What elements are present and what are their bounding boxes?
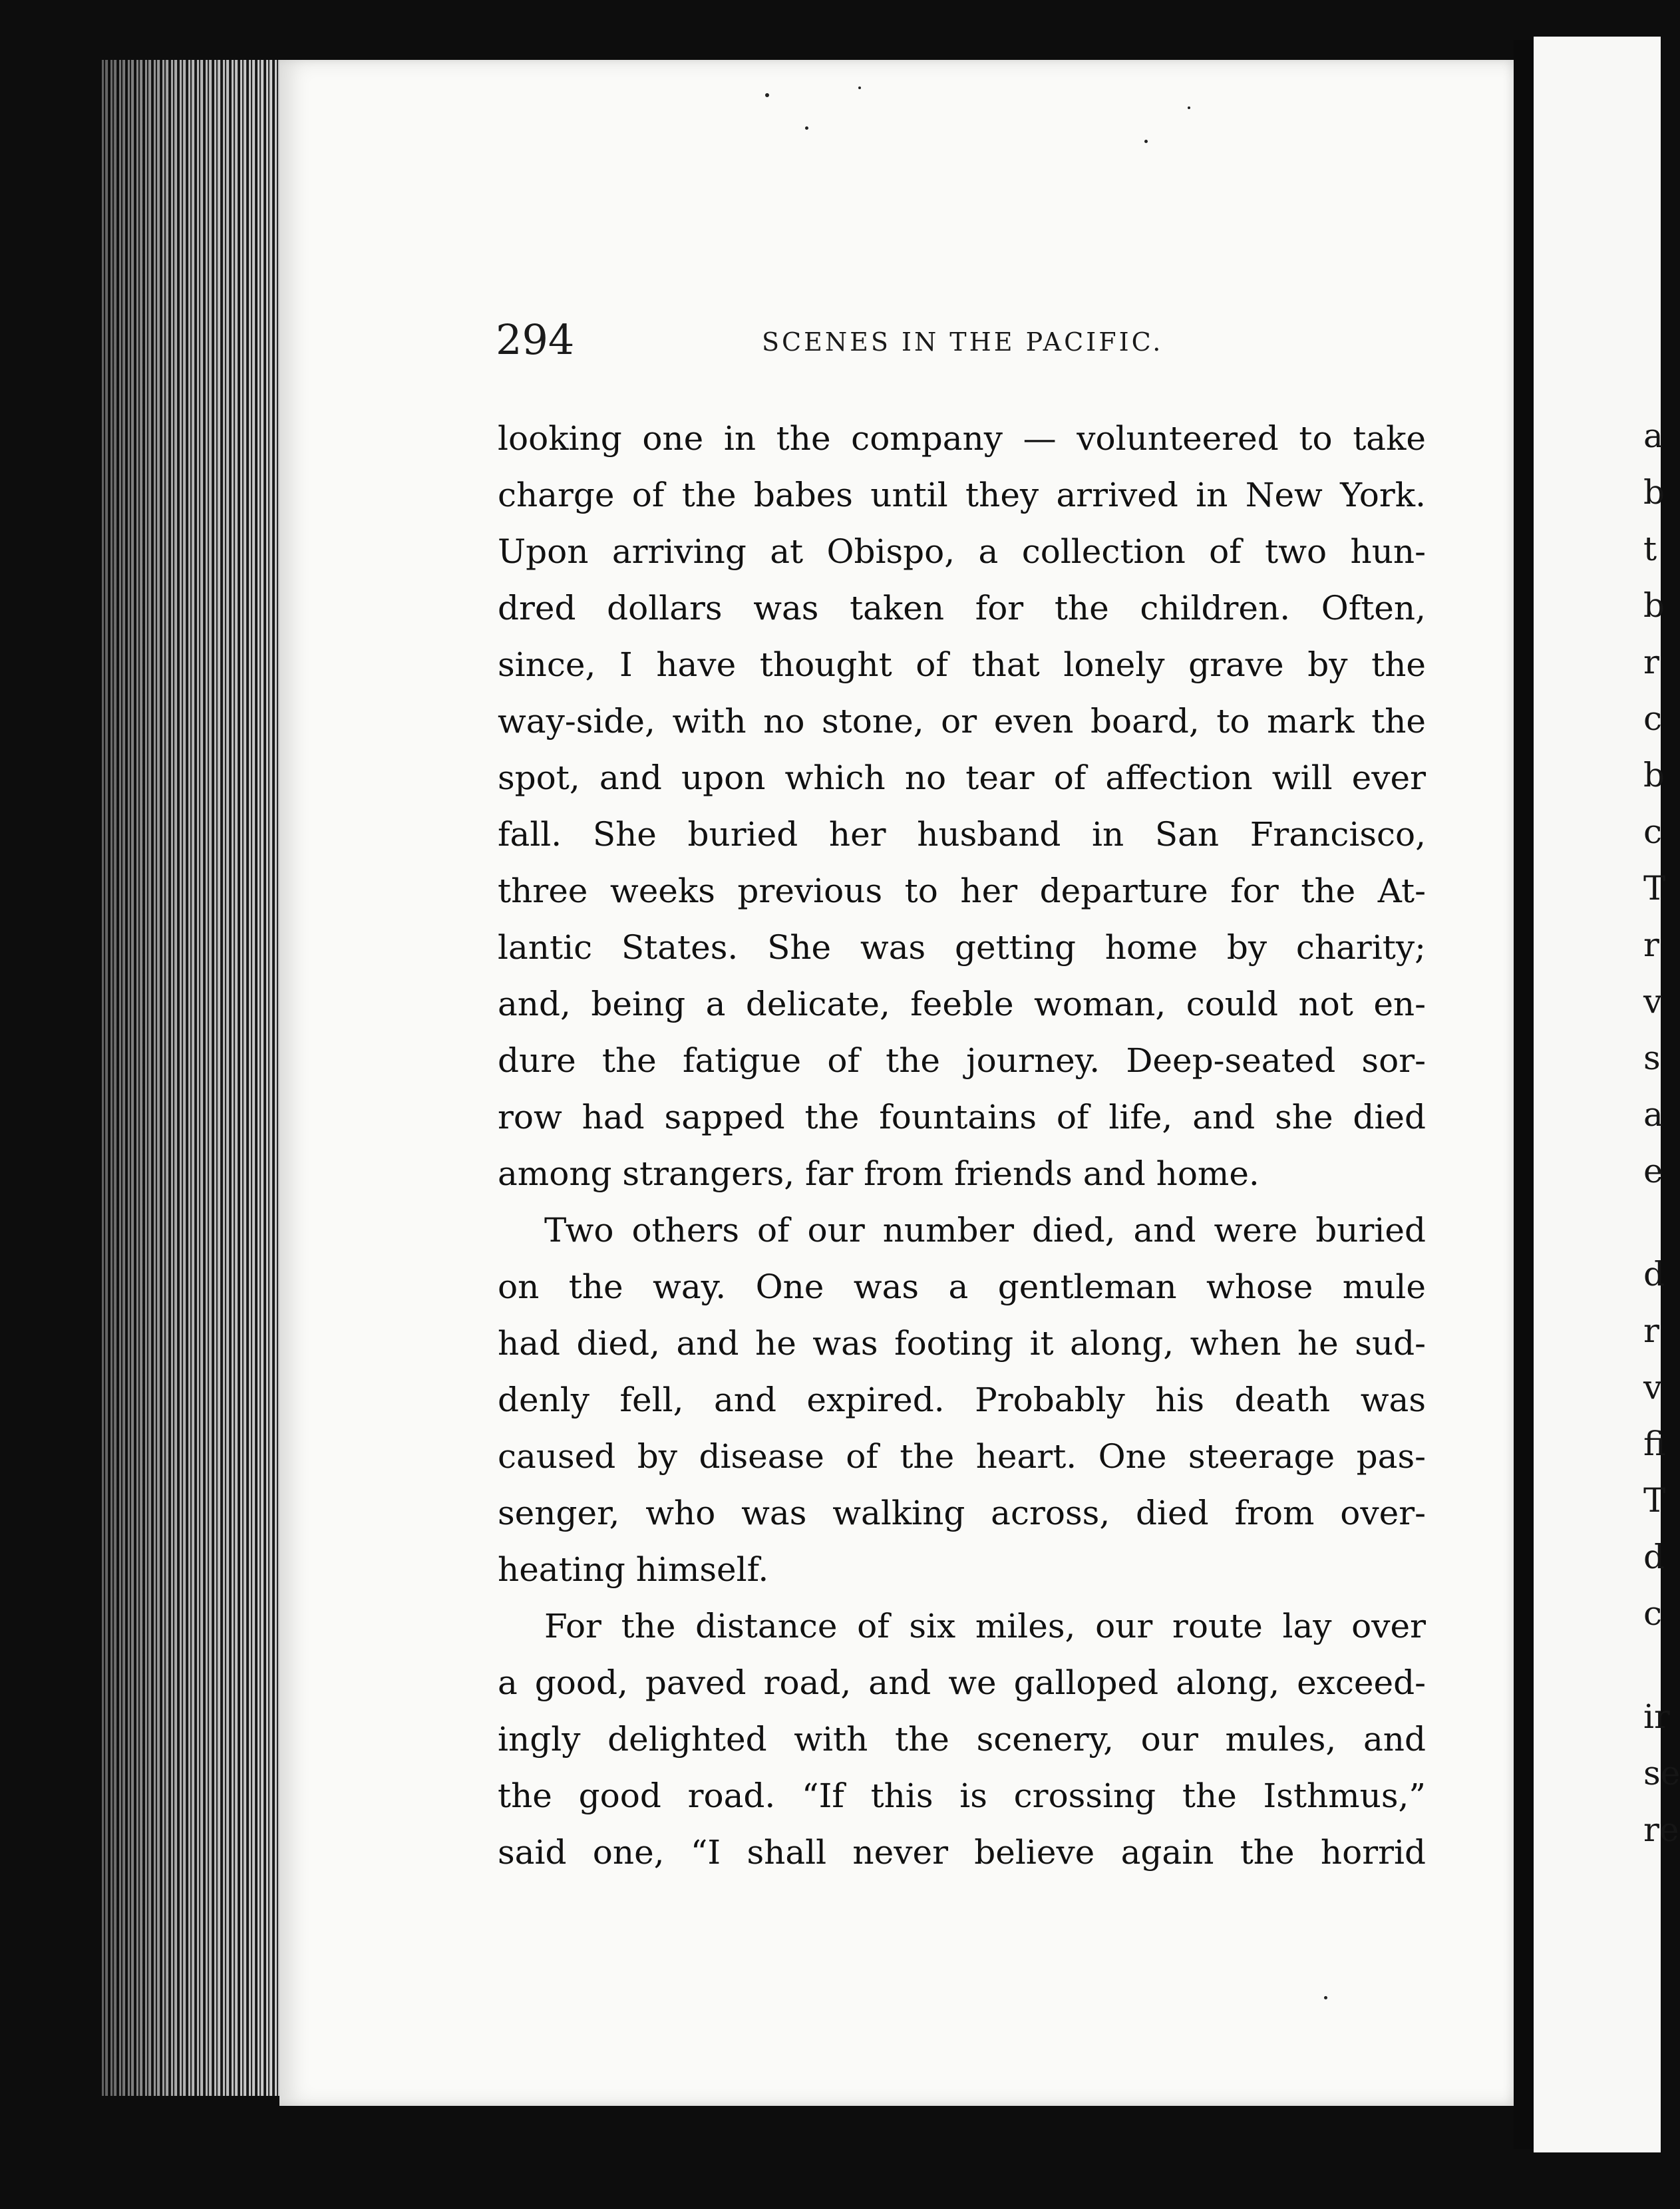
text-line: a good, paved road, and we galloped along, exceed- [498,1663,1426,1702]
facing-page-fragment: v [1643,1368,1663,1407]
text-line: fall. She buried her husband in San Francisco, [498,815,1426,854]
facing-page-fragment: d [1643,1255,1665,1293]
facing-page-fragment: T [1643,1481,1666,1520]
facing-page-fragment: r [1643,926,1659,964]
text-line: dred dollars was taken for the children. Often, [498,589,1426,627]
print-speck [1324,1996,1327,1999]
text-line: For the distance of six miles, our route lay over [544,1607,1426,1645]
facing-page-fragment: t [1643,530,1657,568]
facing-page-fragment: T [1643,869,1666,908]
facing-page-fragment: r [1643,643,1659,681]
text-line: way-side, with no stone, or even board, to mark the [498,702,1426,741]
text-line: caused by disease of the heart. One steerage pas- [498,1437,1426,1476]
text-line: since, I have thought of that lonely grave by the [498,645,1426,684]
book-gutter [1514,40,1534,2149]
text-line: spot, and upon which no tear of affection will ever [498,759,1426,797]
print-speck [765,93,769,97]
facing-page-fragment: c [1643,1594,1663,1633]
text-line: heating himself. [498,1550,769,1589]
text-line: dure the fatigue of the journey. Deep-seated sor- [498,1041,1426,1080]
text-line: senger, who was walking across, died from over- [498,1494,1426,1532]
text-line: on the way. One was a gentleman whose mule [498,1268,1426,1306]
facing-page [1534,37,1680,2152]
page-number: 294 [496,315,575,364]
facing-page-fragment: d [1643,1538,1665,1576]
facing-page-fragment: s [1643,1039,1661,1077]
facing-page-fragment: a [1643,1095,1663,1134]
facing-page-fragment: b [1643,756,1665,794]
text-line: Upon arriving at Obispo, a collection of two hun- [498,532,1426,571]
facing-page-fragment: b [1643,586,1665,625]
text-line: ingly delighted with the scenery, our mules, and [498,1720,1426,1759]
text-line: looking one in the company — volunteered to take [498,419,1426,458]
running-head [496,315,1430,369]
text-line: had died, and he was footing it along, when he sud- [498,1324,1426,1363]
text-line: and, being a delicate, feeble woman, could not en- [498,985,1426,1023]
facing-page-fragment: r [1643,1311,1659,1350]
facing-page-fragment: re [1643,1810,1679,1849]
print-speck [805,126,808,130]
text-line: among strangers, far from friends and home. [498,1154,1260,1193]
facing-page-fragment: c [1643,812,1663,851]
facing-page-fragment: b [1643,473,1665,512]
text-line: Two others of our number died, and were buried [544,1211,1426,1250]
text-line: charge of the babes until they arrived in New York. [498,476,1426,514]
page-edges-shadow [100,60,286,2096]
facing-page-fragment: fi [1643,1425,1666,1463]
text-line: said one, “I shall never believe again the horrid [498,1833,1426,1872]
facing-page-fragment: c [1643,699,1663,738]
text-line: lantic States. She was getting home by charity; [498,928,1426,967]
facing-page-fragment: se [1643,1754,1680,1792]
running-title: SCENES IN THE PACIFIC. [762,327,1164,357]
text-line: row had sapped the fountains of life, and she died [498,1098,1426,1136]
text-line: the good road. “If this is crossing the Isthmus,” [498,1777,1426,1815]
print-speck [858,86,861,89]
facing-page-fragment: e [1643,1152,1663,1190]
print-speck [1144,140,1148,143]
facing-page-fragment: a [1643,417,1663,455]
text-line: denly fell, and expired. Probably his death was [498,1381,1426,1419]
body-text [498,411,1426,1881]
print-speck [1188,106,1190,109]
book-page-edges [100,60,286,2096]
facing-page-fragment: v [1643,982,1663,1021]
text-line: three weeks previous to her departure for the At- [498,872,1426,910]
facing-page-fragment: ir [1643,1697,1670,1736]
